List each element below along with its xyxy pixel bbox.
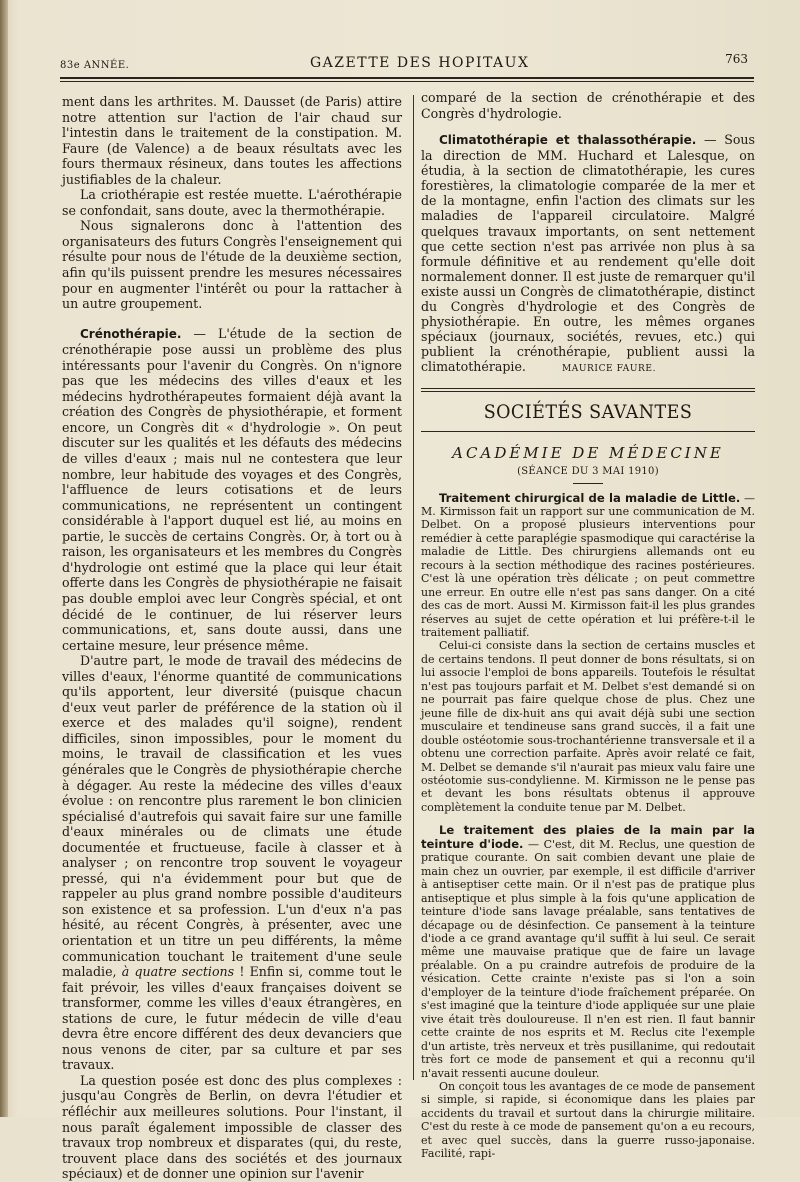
paragraph-compare: comparé de la section de crénothérapie et des Congrès d'hydrologie. bbox=[421, 90, 755, 121]
paragraph-climatotherapie bbox=[421, 132, 755, 378]
page-header bbox=[60, 52, 760, 76]
iode-heading: Le traitement des plaies de la main par la teinture d'iode. bbox=[421, 823, 755, 851]
paragraph-teinture-iode bbox=[421, 824, 755, 1080]
paragraph-organisateurs: Nous signalerons donc à l'attention des organisateurs des futurs Congrès l'enseignement qui résulte pour nous de l'étude de la deuxième section, afin qu'ils puissent prendre les mesures nécessaires pour en augmenter l'intérêt ou pour la rattacher à un autre groupement. bbox=[62, 218, 402, 312]
climatotherapie-body: — Sous la direction de MM. Huchard et Lalesque, on étudia, à la section de climatothérapie, les cures forestières, la climatologie comparée de la mer et de la montagne, enfin l'action des climats sur les maladies de l'appareil circulatoire. Malgré quelques travaux importants, on sent nettement que cette section n'est pas arrivée non plus à sa formule définitive et au rendement qu'elle doit normalement donner. Il est juste de remarquer qu'il existe aussi un Congrès de climatothérapie, distinct du Congrès d'hydrologie et des Congrès de physiothérapie. En outre, les mêmes organes spéciaux (journaux, sociétés, revues, etc.) qui publient la crénothérapie, publient aussi la climatothérapie. bbox=[421, 132, 755, 375]
paragraph-question-posee: La question posée est donc des plus complexes : jusqu'au Congrès de Berlin, on devra l'étudier et réfléchir aux meilleures solutions. Pour l'instant, il nous paraît également impossible de classer des travaux trop nombreux et disparates (qui, du reste, trouvent place dans des sociétés et des journaux spéciaux) et de donner une opinion sur l'avenir bbox=[62, 1072, 402, 1182]
page-number: 763 bbox=[725, 52, 748, 66]
header-rule-thin bbox=[60, 81, 754, 82]
climatotherapie-heading: Climatothérapie et thalassothérapie. bbox=[439, 133, 697, 147]
page-binding-edge bbox=[0, 0, 8, 1117]
journal-title: GAZETTE DES HOPITAUX bbox=[310, 55, 530, 71]
iode-body: — C'est, dit M. Reclus, une question de pratique courante. On sait combien devant une plaie de main chez un ouvrier, par exemple, il est difficile d'arriver à antiseptiser cette main. Or il n'est pas de pratique plus antiseptique et plus simple à la fois qu'une application de teinture d'iode sans lavage préalable, sans tentatives de décapage ou de désinfection. Ce pansement à la teinture d'iode a ce grand avantage qu'il suffit à lui seul. Ce serait même une mauvaise pratique que de faire un lavage préalable. On a pu craindre autrefois de produire de la vésication. Cette crainte n'existe pas si l'on a soin d'employer de la teinture d'iode fraîchement préparée. On s'est imaginé que la teinture d'iode appliquée sur une plaie vive était très douloureuse. Il n'en est rien. Il faut bannir cette crainte de nos esprits et M. Reclus cite l'exemple d'un artiste, très nerveux et très pusillanime, qui redoutait très fort ce mode de pansement et qui a reconnu qu'il n'avait ressenti aucune douleur. bbox=[421, 837, 756, 1080]
paragraph-little-2: Celui-ci consiste dans la section de certains muscles et de certains tendons. Il peut donner de bons résultats, si on lui associe l'emploi de bons appareils. Toutefois le résultat n'est pas toujours parfait et M. Delbet s'est demandé si on ne pourrait pas faire quelque chose de plus. Chez une jeune fille de dix-huit ans qui avait déjà subi une section musculaire et tendineuse sans grand succès, il a fait une double ostéotomie sous-trochantérienne transversale et il a obtenu une correction parfaite. Après avoir relaté ce fait, M. Delbet se demande s'il n'aurait pas mieux valu faire une ostéotomie sus-condylienne. M. Kirmisson ne le pense pas et devant les bons résultats obtenus il approuve complètement la conduite tenue par M. Delbet. bbox=[421, 639, 755, 814]
section-rule-bottom bbox=[421, 431, 755, 432]
year-label: 83e ANNÉE. bbox=[60, 60, 130, 71]
little-body: — M. Kirmisson fait un rapport sur une communication de M. Delbet. On a proposé plusieurs interventions pour remédier à cette paraplégie spasmodique qui caractérise la maladie de Little. Des chirurgiens allemands ont eu recours à la section méthodique des racines postérieures. C'est là une opération très délicate ; on peut commettre une erreur. En outre elle n'est pas sans danger. On a cité des cas de mort. Aussi M. Kirmisson fait-il les plus grandes réserves au sujet de cette opération et lui préfère-t-il le traitement palliatif. bbox=[421, 491, 755, 640]
author-signature: MAURICE FAURE. bbox=[561, 364, 657, 375]
left-column bbox=[62, 94, 402, 1182]
paragraph-thermotherapie: ment dans les arthrites. M. Dausset (de Paris) attire notre attention sur l'action de l'air chaud sur l'intestin dans le traitement de la constipation. M. Faure (de Valence) a de beaux résultats avec les fours thermaux résineux, dans toutes les affections justifiables de la chaleur. bbox=[62, 94, 402, 187]
paragraph-little bbox=[421, 492, 755, 640]
section-rule-top-thin bbox=[421, 391, 755, 392]
paragraph-teinture-iode-2: On conçoit tous les avantages de ce mode de pansement si simple, si rapide, si économique dans les plaies par accidents du travail et surtout dans la chirurgie militaire. C'est du reste à ce mode de pansement qu'on a eu recours, et avec quel succès, dans la guerre russo-japonaise. Facilité, rapi- bbox=[421, 1079, 755, 1161]
seance-date: (SÉANCE DU 3 MAI 1910) bbox=[517, 465, 659, 477]
paragraph-crenotherapie bbox=[62, 326, 402, 653]
section-rule-top bbox=[421, 388, 755, 389]
mode-de-travail-text-end: ! Enfin si, comme tout le fait prévoir, les villes d'eaux françaises doivent se transformer, comme les villes d'eaux étrangères, en stations de cure, le futur médecin de ville d'eau devra être encore différent des deux devanciers que nous venons de citer, par sa culture et par ses travaux. bbox=[62, 964, 402, 1073]
quatre-sections-italic: à quatre sections bbox=[121, 964, 235, 980]
crenotherapie-body: — L'étude de la section de crénothérapie pose aussi un problème des plus intéressants pour l'avenir du Congrès. On n'ignore pas que les médecins des villes d'eaux et les médecins hydrothérapeutes formaient déjà avant la création des Congrès de physiothérapie, et forment encore, un Congrès dit « d'hydrologie ». On peut discuter sur les qualités et les défauts des médecins de villes d'eaux ; mais nul ne contestera que leur nombre, leur habitude des voyages et des Congrès, l'affluence de leurs cotisations et de leurs communications, ne représentent un contingent considérable à l'apport duquel est lié, au moins en partie, le succès de certains Congrès. Or, à tort ou à raison, les organisateurs et les membres du Congrès d'hydrologie ont estimé que la place qui leur était offerte dans les Congrès de physiothérapie ne faisait pas double emploi avec leur Congrès spécial, et ont décidé de le continuer, de lui réserver leurs communications, et, sans doute aussi, dans une certaine mesure, leur présence même. bbox=[62, 325, 402, 653]
column-divider bbox=[413, 95, 414, 1080]
right-column bbox=[421, 90, 755, 1161]
paragraph-criotherapie: La criothérapie est restée muette. L'aérothérapie se confondait, sans doute, avec la thermothérapie. bbox=[62, 187, 402, 218]
section-title-societes-savantes: SOCIÉTÉS SAVANTES bbox=[483, 400, 693, 423]
mode-de-travail-text: D'autre part, le mode de travail des médecins de villes d'eaux, l'énorme quantité de communications qu'ils apportent, leur diversité (puisque chacun d'eux veut parler de préférence de la station où il exerce et des malades qu'il soigne), rendent difficiles, sinon impossibles, pour le moment du moins, le travail de classification et les vues générales que le Congrès de physiothérapie cherche à dégager. Au reste la médecine des villes d'eaux évolue : on rencontre plus rarement le bon clinicien spécialisé d'autrefois qui savait faire sur une famille d'eaux minérales ou de climats une étude documentée et fructueuse, facile à classer et à analyser ; on rencontre trop souvent le voyageur pressé, qui n'a évidemment pour but que de rappeler au plus grand nombre possible d'auditeurs son existence et sa profession. L'un d'eux n'a pas hésité, au récent Congrès, à présenter, avec une orientation et un titre un peu différents, la même communication touchant le traitement d'une seule maladie, bbox=[62, 653, 402, 980]
little-heading: Traitement chirurgical de la maladie de Little. bbox=[439, 490, 741, 505]
short-separator bbox=[573, 483, 603, 484]
academy-title: ACADÉMIE DE MÉDECINE bbox=[452, 443, 724, 462]
paragraph-gap bbox=[62, 312, 402, 326]
academy-reports bbox=[421, 492, 755, 1161]
paragraph-mode-de-travail bbox=[62, 653, 402, 1073]
header-rule-thick bbox=[60, 77, 754, 79]
crenotherapie-heading: Crénothérapie. bbox=[80, 326, 182, 341]
